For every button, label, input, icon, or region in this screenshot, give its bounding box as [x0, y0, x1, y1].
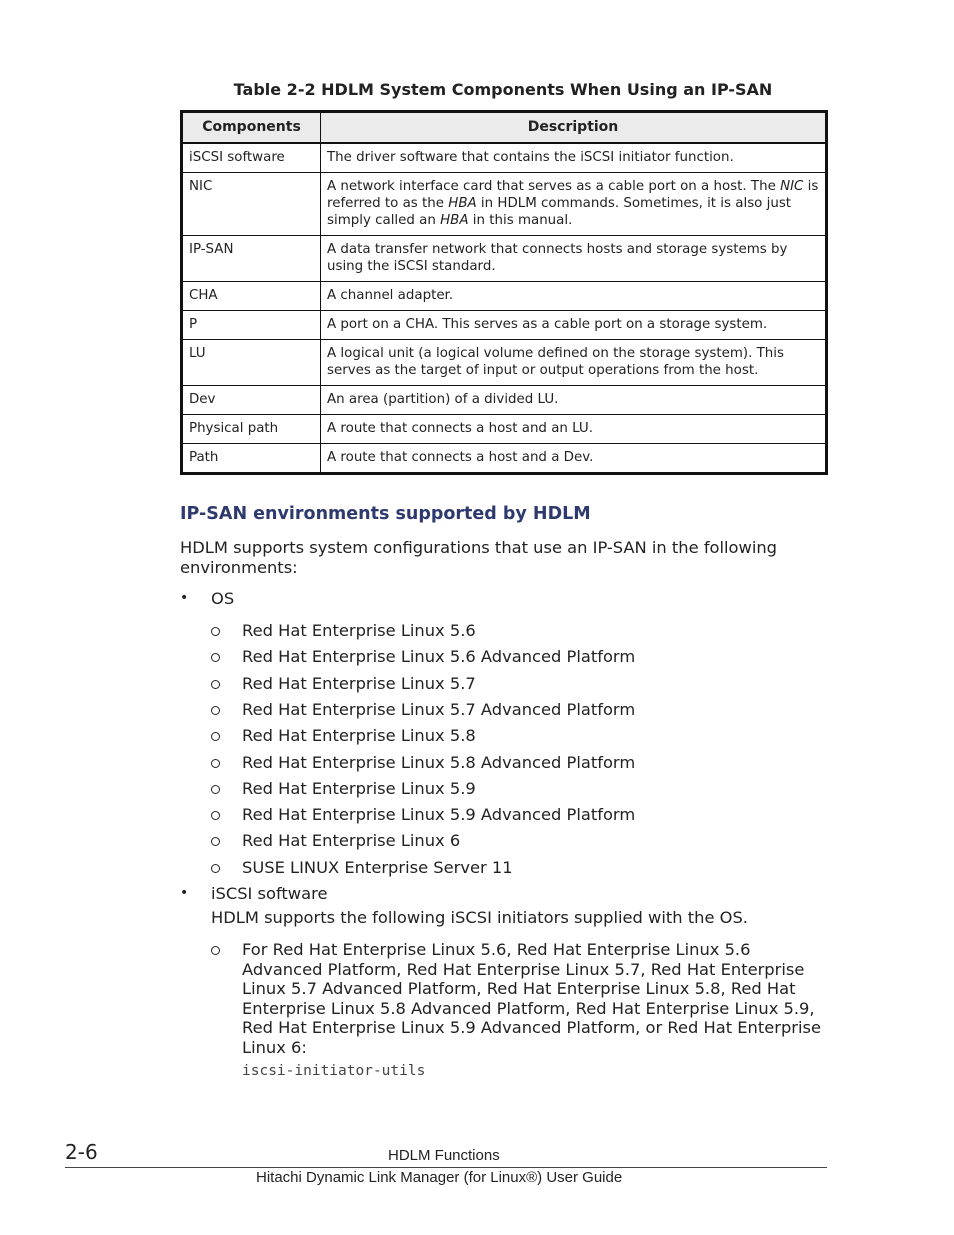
description-cell: A data transfer network that connects hosts and storage systems by using the iSCSI standard.: [321, 236, 827, 282]
component-cell: LU: [182, 340, 321, 386]
description-cell: A logical unit (a logical volume defined on the storage system). This serves as the target of input or output operations from the host.: [321, 340, 827, 386]
circle-bullet-icon: [211, 837, 220, 846]
table-row: [182, 340, 827, 386]
list-item: Red Hat Enterprise Linux 5.9: [242, 779, 476, 798]
bullet-dot-icon: •: [180, 590, 189, 606]
footer-guide-title: Hitachi Dynamic Link Manager (for Linux®) User Guide: [256, 1169, 623, 1186]
circle-bullet-icon: [211, 653, 220, 662]
description-cell: A route that connects a host and an LU.: [321, 415, 827, 444]
footer-divider: [65, 1167, 827, 1168]
component-cell: IP-SAN: [182, 236, 321, 282]
table-row: [182, 173, 827, 236]
circle-bullet-icon: [211, 732, 220, 741]
description-cell: [321, 173, 827, 236]
iscsi-intro: HDLM supports the following iSCSI initiators supplied with the OS.: [211, 908, 748, 927]
component-cell: NIC: [182, 173, 321, 236]
list-item: Red Hat Enterprise Linux 6: [242, 831, 461, 850]
circle-bullet-icon: [211, 706, 220, 715]
description-cell: The driver software that contains the iSCSI initiator function.: [321, 143, 827, 173]
desc-text: A network interface card that serves as a cable port on a host. The: [327, 179, 781, 194]
section-heading: IP-SAN environments supported by HDLM: [180, 504, 591, 524]
table-row: [182, 415, 827, 444]
circle-bullet-icon: [211, 864, 220, 873]
component-cell: Dev: [182, 386, 321, 415]
description-cell: A channel adapter.: [321, 282, 827, 311]
desc-text: in HDLM commands. Sometimes, it is also just simply called an: [327, 196, 792, 228]
desc-text: is referred to as the: [327, 179, 819, 211]
table-header-row: [182, 112, 827, 144]
list-item: Red Hat Enterprise Linux 5.9 Advanced Platform: [242, 805, 636, 824]
description-cell: A route that connects a host and a Dev.: [321, 444, 827, 474]
list-item: Red Hat Enterprise Linux 5.6 Advanced Platform: [242, 647, 636, 666]
header-components: Components: [182, 112, 321, 144]
component-cell: iSCSI software: [182, 143, 321, 173]
component-cell: CHA: [182, 282, 321, 311]
header-description: Description: [321, 112, 827, 144]
table-row: [182, 444, 827, 474]
list-item: Red Hat Enterprise Linux 5.8: [242, 726, 476, 745]
footer-section-name: HDLM Functions: [388, 1147, 500, 1164]
list-item: Red Hat Enterprise Linux 5.6: [242, 621, 476, 640]
list-item: Red Hat Enterprise Linux 5.8 Advanced Platform: [242, 753, 636, 772]
package-name: iscsi-initiator-utils: [242, 1063, 426, 1079]
circle-bullet-icon: [211, 627, 220, 636]
table-row: [182, 386, 827, 415]
component-cell: Path: [182, 444, 321, 474]
os-label: OS: [211, 589, 235, 608]
list-item: Red Hat Enterprise Linux 5.7: [242, 674, 476, 693]
circle-bullet-icon: [211, 785, 220, 794]
component-cell: P: [182, 311, 321, 340]
description-cell: A port on a CHA. This serves as a cable port on a storage system.: [321, 311, 827, 340]
list-item: SUSE LINUX Enterprise Server 11: [242, 858, 513, 877]
page-number: 2-6: [65, 1140, 98, 1164]
table-row: [182, 311, 827, 340]
table-row: [182, 143, 827, 173]
circle-bullet-icon: [211, 680, 220, 689]
iscsi-label: iSCSI software: [211, 884, 328, 903]
desc-term-nic: NIC: [780, 179, 804, 194]
section-intro: HDLM supports system configurations that use an IP-SAN in the following environments:: [180, 538, 778, 577]
desc-text: in this manual.: [468, 213, 573, 228]
desc-term-hba: HBA: [448, 196, 477, 211]
circle-bullet-icon: [211, 946, 220, 955]
circle-bullet-icon: [211, 759, 220, 768]
table-row: [182, 282, 827, 311]
table-row: [182, 236, 827, 282]
list-item: For Red Hat Enterprise Linux 5.6, Red Hat Enterprise Linux 5.6 Advanced Platform, Red Hat Enterprise Linux 5.7, Red Hat Enterprise Linux 5.7 Advanced Platform, Red Hat Enterprise Linux 5.8, Red Hat Enterprise Linux 5.8 Advanced Platform, Red Hat Enterprise Linux 5.9, Red Hat Enterprise Linux 5.9 Advanced Platform, or Red Hat Enterprise Linux 6:: [242, 940, 822, 1057]
description-cell: An area (partition) of a divided LU.: [321, 386, 827, 415]
list-item: Red Hat Enterprise Linux 5.7 Advanced Platform: [242, 700, 636, 719]
components-table: [180, 110, 828, 475]
desc-term-hba: HBA: [440, 213, 469, 228]
component-cell: Physical path: [182, 415, 321, 444]
circle-bullet-icon: [211, 811, 220, 820]
table-caption: Table 2-2 HDLM System Components When Using an IP-SAN: [233, 80, 773, 99]
bullet-dot-icon: •: [180, 885, 189, 901]
